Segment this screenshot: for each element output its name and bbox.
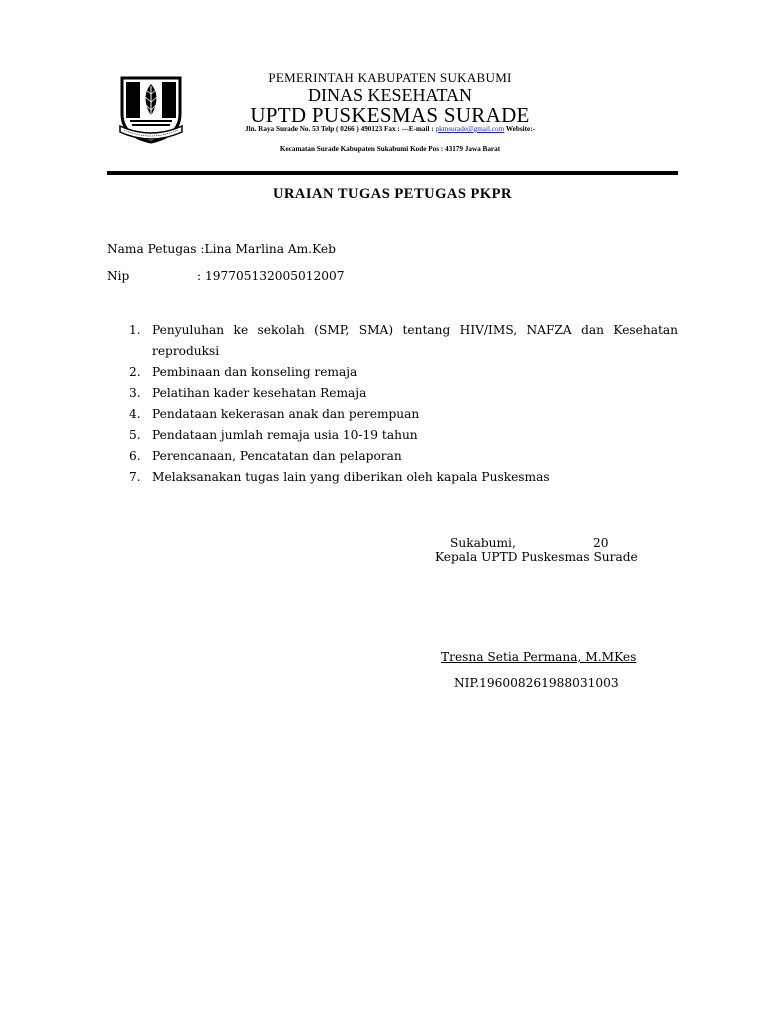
officer-name-field	[107, 242, 336, 256]
duty-number: 1.	[129, 323, 141, 337]
duty-item	[107, 320, 678, 362]
email-link[interactable]: pkmsurade@gmail.com	[435, 125, 505, 133]
institution-name: UPTD PUSKESMAS SURADE	[250, 103, 530, 127]
signatory-nip: NIP.196008261988031003	[454, 676, 619, 690]
duty-number: 4.	[129, 407, 141, 421]
duty-number: 5.	[129, 428, 141, 442]
signature-year: 20	[593, 536, 609, 550]
officer-name-value: Lina Marlina Am.Keb	[204, 242, 336, 256]
duty-text: Melaksanakan tugas lain yang diberikan oleh kapala Puskesmas	[152, 470, 550, 484]
duty-number: 2.	[129, 365, 141, 379]
signatory-role: Kepala UPTD Puskesmas Surade	[435, 550, 638, 564]
duty-item	[107, 362, 678, 383]
document-title: URAIAN TUGAS PETUGAS PKPR	[272, 186, 513, 202]
duty-text: Pembinaan dan konseling remaja	[152, 365, 358, 379]
officer-name-label: Nama Petugas :	[107, 242, 205, 256]
nip-label: Nip	[107, 269, 130, 283]
duty-item	[107, 467, 678, 488]
duty-item	[107, 425, 678, 446]
duty-text: Pendataan kekerasan anak dan perempuan	[152, 407, 420, 421]
duty-item	[107, 404, 678, 425]
regency-crest-icon	[118, 74, 184, 144]
duty-number: 3.	[129, 386, 141, 400]
government-name: PEMERINTAH KABUPATEN SUKABUMI	[268, 70, 512, 85]
duty-number: 6.	[129, 449, 141, 463]
duty-item	[107, 383, 678, 404]
duty-number: 7.	[129, 470, 141, 484]
address-text: Jln. Raya Surade No. 53 Telp ( 0266 ) 490123 Fax : ---E-mail :	[245, 125, 436, 133]
nip-field	[107, 269, 345, 283]
nip-value: : 197705132005012007	[197, 269, 345, 283]
duty-item	[107, 446, 678, 467]
website-text: Website:-	[504, 125, 535, 133]
agency-name: DINAS KESEHATAN	[307, 85, 473, 105]
signatory-name: Tresna Setia Permana, M.MKes	[441, 650, 637, 664]
letterhead-divider	[107, 171, 678, 175]
duty-text: Pelatihan kader kesehatan Remaja	[152, 386, 367, 400]
letterhead-district: Kecamatan Surade Kabupaten Sukabumi Kode Pos : 43179 Jawa Barat	[279, 145, 501, 153]
duty-text: Perencanaan, Pencatatan dan pelaporan	[152, 449, 402, 463]
duty-text: Pendataan jumlah remaja usia 10-19 tahun	[152, 428, 418, 442]
duty-text: Penyuluhan ke sekolah (SMP, SMA) tentang HIV/IMS, NAFZA dan Kesehatan reproduksi	[152, 323, 678, 358]
letterhead-address	[170, 125, 610, 133]
duty-list	[107, 320, 678, 488]
signature-city: Sukabumi,	[450, 536, 516, 550]
